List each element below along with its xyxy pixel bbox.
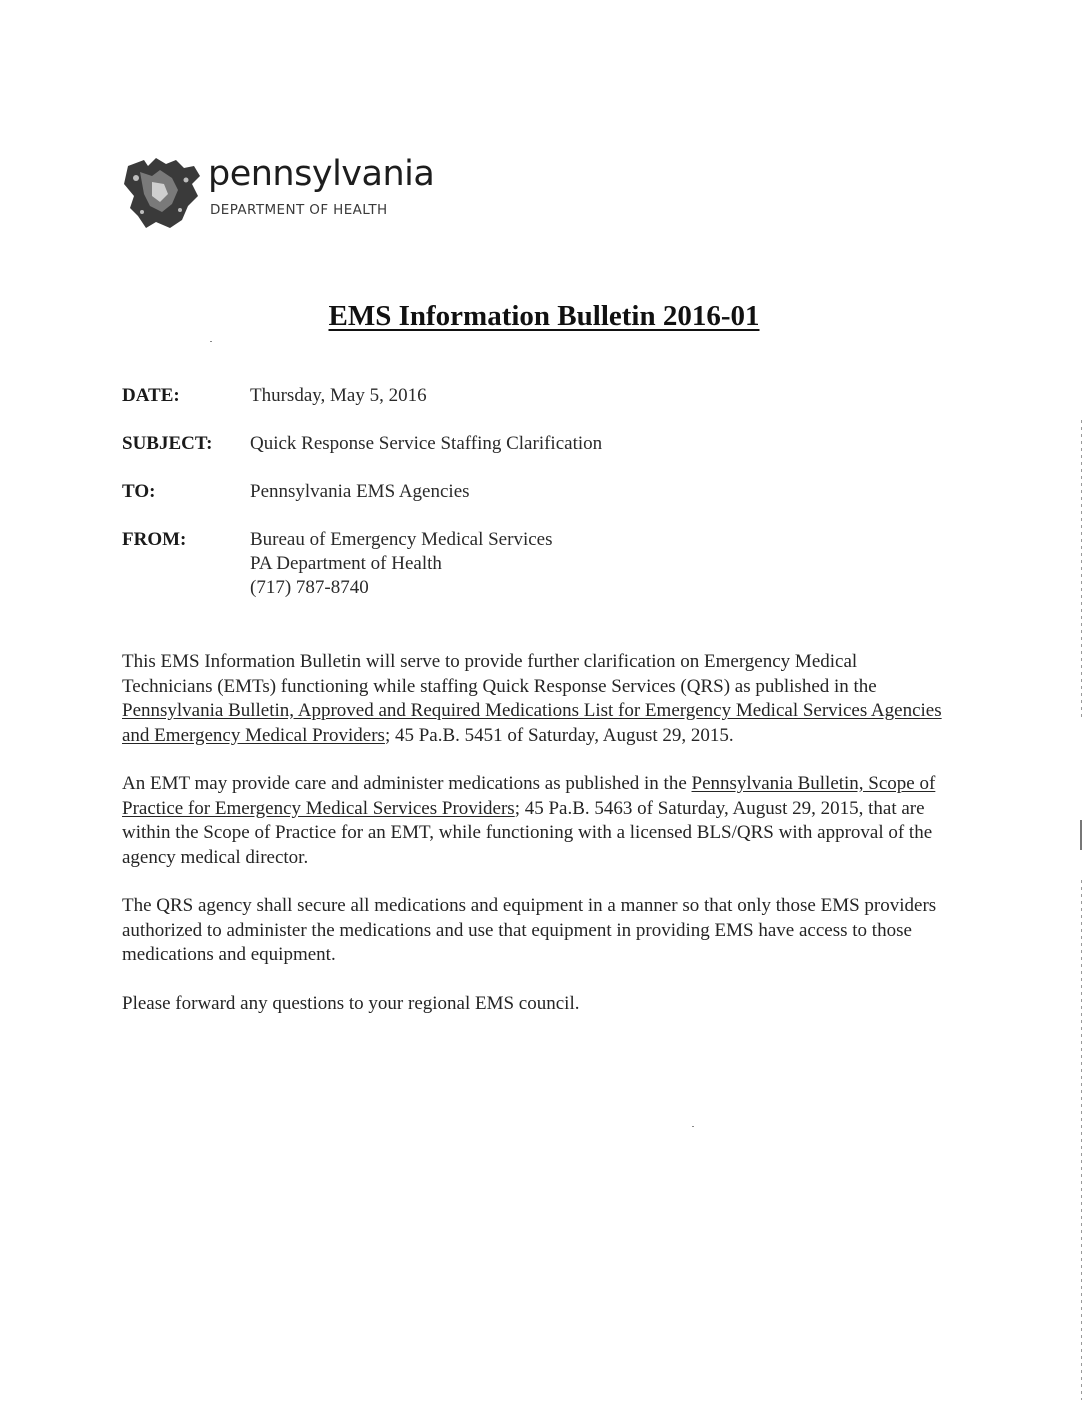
- from-line-department: PA Department of Health: [250, 553, 442, 574]
- paragraph-emt-scope: [122, 772, 952, 870]
- scan-speck: [692, 1126, 694, 1127]
- to-value: Pennsylvania EMS Agencies: [250, 481, 470, 502]
- paragraph-text: ; 45 Pa.B. 5451 of Saturday, August 29, 2015.: [384, 724, 734, 746]
- date-field: [122, 384, 942, 432]
- paragraph-questions: Please forward any questions to your regional EMS council.: [122, 992, 580, 1014]
- scan-edge-artifact: [1081, 880, 1082, 1400]
- from-label: FROM:: [122, 529, 187, 550]
- to-field: [122, 480, 942, 528]
- logo-department-text: DEPARTMENT OF HEALTH: [210, 202, 388, 218]
- subject-field: [122, 432, 942, 480]
- pa-health-logo: [122, 152, 452, 232]
- scan-edge-artifact: [1080, 820, 1082, 850]
- paragraph-text: This EMS Information Bulletin will serve to provide further clarification on Emergency Medical Technicians (EMTs) functioning while staffing Quick Response Services (QRS) as published in the: [122, 651, 877, 697]
- subject-label: SUBJECT:: [122, 433, 213, 454]
- paragraph-security: The QRS agency shall secure all medications and equipment in a manner so that only those EMS providers authorized to administer the medications and use that equipment in providing EMS have access to those medications and equipment.: [122, 895, 937, 965]
- paragraph-text: ; 45 Pa.B. 5463 of Saturday, August 29, 2015, that are within the Scope of Practice for an EMT, while functioning with a licensed BLS/QRS with approval of the agency medical director.: [122, 797, 933, 868]
- paragraph-clarification: [122, 650, 952, 748]
- to-label: TO:: [122, 481, 156, 502]
- memo-header: [122, 384, 942, 600]
- bulletin-body: [122, 650, 952, 1040]
- from-line-phone: (717) 787-8740: [250, 577, 369, 598]
- date-value: Thursday, May 5, 2016: [250, 385, 427, 406]
- from-field: [122, 528, 942, 600]
- logo-brand-text: pennsylvania: [208, 154, 435, 194]
- scan-speck: [210, 341, 212, 342]
- subject-value: Quick Response Service Staffing Clarification: [250, 433, 603, 454]
- date-label: DATE:: [122, 385, 180, 406]
- from-line-bureau: Bureau of Emergency Medical Services: [250, 529, 553, 550]
- pa-bulletin-scope-reference: Pennsylvania Bulletin, Scope of Practice for Emergency Medical Services Providers: [122, 773, 936, 819]
- pennsylvania-keystone-icon: [122, 156, 202, 230]
- paragraph-text: An EMT may provide care and administer medications as published in the: [122, 773, 692, 794]
- bulletin-title: EMS Information Bulletin 2016-01: [328, 300, 760, 332]
- scan-edge-artifact: [1081, 420, 1082, 720]
- pa-bulletin-medications-reference: Pennsylvania Bulletin, Approved and Required Medications List for Emergency Medical Services Agencies and Emergency Medical Providers: [122, 700, 942, 746]
